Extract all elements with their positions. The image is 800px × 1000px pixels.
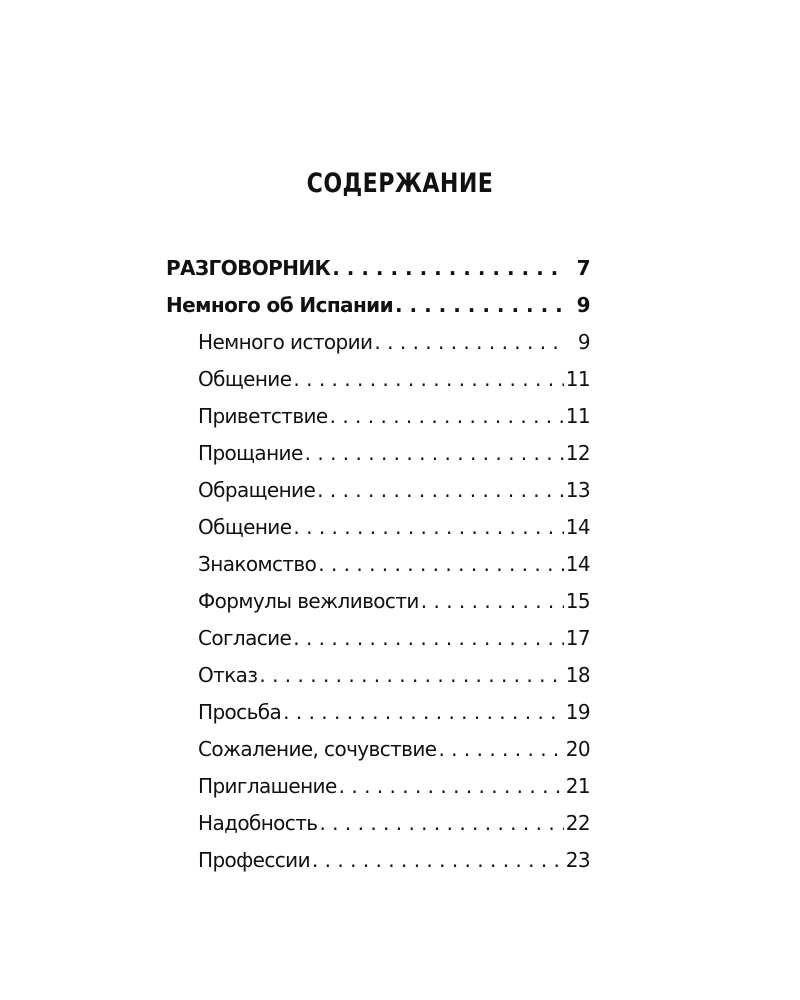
toc-entry-page-number: 18 bbox=[565, 663, 590, 687]
toc-entry-label: Знакомство bbox=[198, 552, 317, 576]
dot-leader bbox=[291, 361, 563, 398]
toc-entry[interactable] bbox=[166, 731, 590, 768]
toc-entry-page-number: 21 bbox=[565, 774, 590, 798]
toc-entry-label: Сожаление, сочувствие bbox=[198, 737, 437, 761]
dot-leader bbox=[337, 768, 564, 805]
toc-entry[interactable] bbox=[166, 398, 590, 435]
dot-leader bbox=[419, 583, 564, 620]
dot-leader bbox=[303, 435, 564, 472]
toc-entry-page-number: 19 bbox=[565, 700, 590, 724]
toc-entry-page-number: 22 bbox=[565, 811, 590, 835]
dot-leader bbox=[257, 657, 563, 694]
toc-entry[interactable] bbox=[166, 657, 590, 694]
toc-entry-page-number: 11 bbox=[565, 404, 590, 428]
toc-entry-page-number: 9 bbox=[576, 293, 590, 317]
toc-entry[interactable] bbox=[166, 324, 590, 361]
toc-entry[interactable] bbox=[166, 768, 590, 805]
toc-entry-label: Приглашение bbox=[198, 774, 337, 798]
toc-entry-label: Просьба bbox=[198, 700, 282, 724]
toc-entry[interactable] bbox=[166, 805, 590, 842]
toc-entry-label: Отказ bbox=[198, 663, 258, 687]
dot-leader bbox=[317, 805, 563, 842]
dot-leader bbox=[291, 620, 564, 657]
table-of-contents bbox=[166, 250, 590, 879]
toc-entry[interactable] bbox=[166, 842, 590, 879]
toc-entry-page-number: 20 bbox=[565, 737, 590, 761]
toc-entry-label: Профессии bbox=[198, 848, 310, 872]
toc-entry-page-number: 17 bbox=[565, 626, 590, 650]
toc-entry[interactable] bbox=[166, 509, 590, 546]
page-title: СОДЕРЖАНИЕ bbox=[306, 168, 494, 199]
toc-entry-page-number: 13 bbox=[565, 478, 590, 502]
dot-leader bbox=[281, 694, 564, 731]
toc-entry[interactable] bbox=[166, 583, 590, 620]
toc-entry-label: Обращение bbox=[198, 478, 316, 502]
dot-leader bbox=[330, 250, 566, 287]
toc-entry-label: Согласие bbox=[198, 626, 292, 650]
toc-entry-page-number: 7 bbox=[576, 256, 590, 280]
dot-leader bbox=[315, 472, 564, 509]
dot-leader bbox=[310, 842, 564, 879]
dot-leader bbox=[316, 546, 564, 583]
toc-entry-page-number: 23 bbox=[565, 848, 590, 872]
dot-leader bbox=[393, 287, 566, 324]
toc-entry-page-number: 14 bbox=[565, 552, 590, 576]
toc-entry[interactable] bbox=[166, 546, 590, 583]
dot-leader bbox=[372, 324, 566, 361]
toc-entry-label: Формулы вежливости bbox=[198, 589, 419, 613]
toc-entry-page-number: 12 bbox=[565, 441, 590, 465]
toc-entry[interactable] bbox=[166, 435, 590, 472]
toc-entry-label: Прощание bbox=[198, 441, 303, 465]
toc-entry-label: Немного об Испании bbox=[166, 293, 393, 317]
toc-entry-label: Общение bbox=[198, 515, 292, 539]
toc-entry-page-number: 11 bbox=[565, 367, 590, 391]
toc-entry-label: Приветствие bbox=[198, 404, 328, 428]
toc-entry-label: Надобность bbox=[198, 811, 318, 835]
toc-entry-page-number: 14 bbox=[565, 515, 590, 539]
toc-entry[interactable] bbox=[166, 694, 590, 731]
toc-entry-label: Общение bbox=[198, 367, 292, 391]
toc-entry[interactable] bbox=[166, 472, 590, 509]
toc-entry-label: РАЗГОВОРНИК bbox=[166, 256, 331, 280]
dot-leader bbox=[436, 731, 563, 768]
toc-entry[interactable] bbox=[166, 620, 590, 657]
toc-entry-page-number: 9 bbox=[577, 330, 590, 354]
toc-entry[interactable] bbox=[166, 361, 590, 398]
toc-entry-page-number: 15 bbox=[565, 589, 590, 613]
dot-leader bbox=[328, 398, 564, 435]
toc-entry[interactable] bbox=[166, 287, 590, 324]
toc-entry[interactable] bbox=[166, 250, 590, 287]
toc-entry-label: Немного истории bbox=[198, 330, 373, 354]
dot-leader bbox=[291, 509, 563, 546]
